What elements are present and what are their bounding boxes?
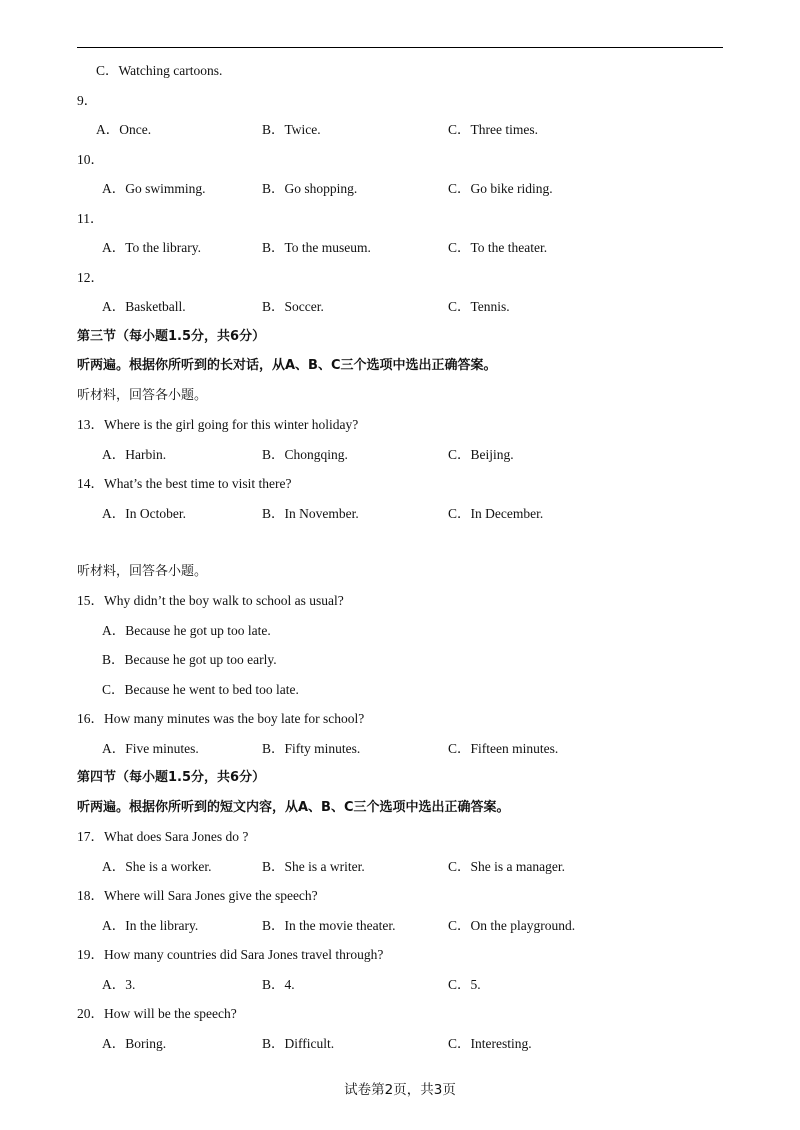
- exam-line: [0, 709, 800, 729]
- option-text: A．Harbin.: [102, 447, 167, 462]
- exam-line: [0, 739, 800, 759]
- exam-line: [0, 150, 800, 170]
- option-text: C．5.: [448, 977, 481, 992]
- exam-line: [0, 61, 800, 81]
- exam-line: [0, 356, 800, 376]
- option-text: C．On the playground.: [448, 918, 576, 933]
- question-text: 12．: [77, 270, 104, 285]
- option-text: C．Watching cartoons.: [96, 63, 223, 78]
- question-text: 听两遍。根据你所听到的长对话，从A、B、C三个选项中选出正确答案。: [77, 358, 497, 373]
- exam-line: [0, 474, 800, 494]
- option-text: C．She is a manager.: [448, 859, 565, 874]
- exam-line: [0, 857, 800, 877]
- question-text: 听材料，回答各小题。: [77, 564, 208, 579]
- option-text: A．In October.: [102, 506, 186, 521]
- question-text: 16．How many minutes was the boy late for school?: [77, 711, 365, 726]
- option-text: A．3.: [102, 977, 136, 992]
- option-text: A．In the library.: [102, 918, 199, 933]
- option-text: A．Once.: [96, 122, 152, 137]
- exam-line: [0, 1004, 800, 1024]
- option-text: B．To the museum.: [262, 240, 371, 255]
- exam-line: [0, 562, 800, 582]
- exam-line: [0, 680, 800, 700]
- exam-line: [0, 327, 800, 347]
- exam-line: [0, 268, 800, 288]
- exam-line: [0, 238, 800, 258]
- page-footer: 试卷第2页，共3页: [344, 1082, 456, 1098]
- exam-line: [0, 386, 800, 406]
- question-text: 第三节（每小题1.5分，共6分）: [77, 329, 266, 344]
- option-text: C．Beijing.: [448, 447, 514, 462]
- option-text: B．Difficult.: [262, 1036, 335, 1051]
- option-text: C．Because he went to bed too late.: [102, 682, 299, 697]
- exam-line: [0, 886, 800, 906]
- question-text: 第四节（每小题1.5分，共6分）: [77, 770, 266, 785]
- exam-line: [0, 650, 800, 670]
- exam-line: [0, 91, 800, 111]
- option-text: B．Twice.: [262, 122, 321, 137]
- header-rule: [77, 47, 723, 48]
- option-text: A．Basketball.: [102, 299, 186, 314]
- question-text: 听两遍。根据你所听到的短文内容，从A、B、C三个选项中选出正确答案。: [77, 800, 510, 815]
- question-text: 18．Where will Sara Jones give the speech?: [77, 888, 318, 903]
- exam-line: [0, 415, 800, 435]
- question-text: 19．How many countries did Sara Jones travel through?: [77, 947, 384, 962]
- option-text: C．Go bike riding.: [448, 181, 553, 196]
- exam-line: [0, 504, 800, 524]
- question-text: 20．How will be the speech?: [77, 1006, 237, 1021]
- option-text: B．Go shopping.: [262, 181, 358, 196]
- exam-line: [0, 445, 800, 465]
- exam-line: [0, 1034, 800, 1054]
- question-text: 11．: [77, 211, 104, 226]
- question-text: 13．Where is the girl going for this winter holiday?: [77, 417, 359, 432]
- exam-line: [0, 916, 800, 936]
- question-text: 15．Why didn’t the boy walk to school as usual?: [77, 593, 344, 608]
- option-text: A．She is a worker.: [102, 859, 212, 874]
- exam-line: [0, 768, 800, 788]
- option-text: A．Go swimming.: [102, 181, 206, 196]
- exam-line: [0, 297, 800, 317]
- option-text: B．Chongqing.: [262, 447, 348, 462]
- option-text: C．Three times.: [448, 122, 538, 137]
- option-text: A．Boring.: [102, 1036, 167, 1051]
- option-text: B．4.: [262, 977, 295, 992]
- option-text: B．Soccer.: [262, 299, 324, 314]
- question-text: 10．: [77, 152, 104, 167]
- option-text: A．Because he got up too late.: [102, 623, 271, 638]
- option-text: B．Fifty minutes.: [262, 741, 361, 756]
- option-text: C．To the theater.: [448, 240, 548, 255]
- option-text: A．Five minutes.: [102, 741, 199, 756]
- question-text: 听材料，回答各小题。: [77, 388, 208, 403]
- option-text: B．In the movie theater.: [262, 918, 396, 933]
- exam-line: [0, 975, 800, 995]
- exam-line: [0, 798, 800, 818]
- option-text: C．In December.: [448, 506, 544, 521]
- question-text: 14．What’s the best time to visit there?: [77, 476, 292, 491]
- exam-line: [0, 209, 800, 229]
- exam-line: [0, 179, 800, 199]
- option-text: B．Because he got up too early.: [102, 652, 277, 667]
- option-text: C．Tennis.: [448, 299, 510, 314]
- option-text: A．To the library.: [102, 240, 202, 255]
- option-text: B．She is a writer.: [262, 859, 365, 874]
- exam-line: [0, 621, 800, 641]
- option-text: C．Fifteen minutes.: [448, 741, 559, 756]
- exam-line: [0, 827, 800, 847]
- exam-line: [0, 945, 800, 965]
- option-text: B．In November.: [262, 506, 359, 521]
- exam-line: [0, 591, 800, 611]
- question-text: 17．What does Sara Jones do ?: [77, 829, 249, 844]
- option-text: C．Interesting.: [448, 1036, 532, 1051]
- question-text: 9．: [77, 93, 98, 108]
- exam-line: [0, 120, 800, 140]
